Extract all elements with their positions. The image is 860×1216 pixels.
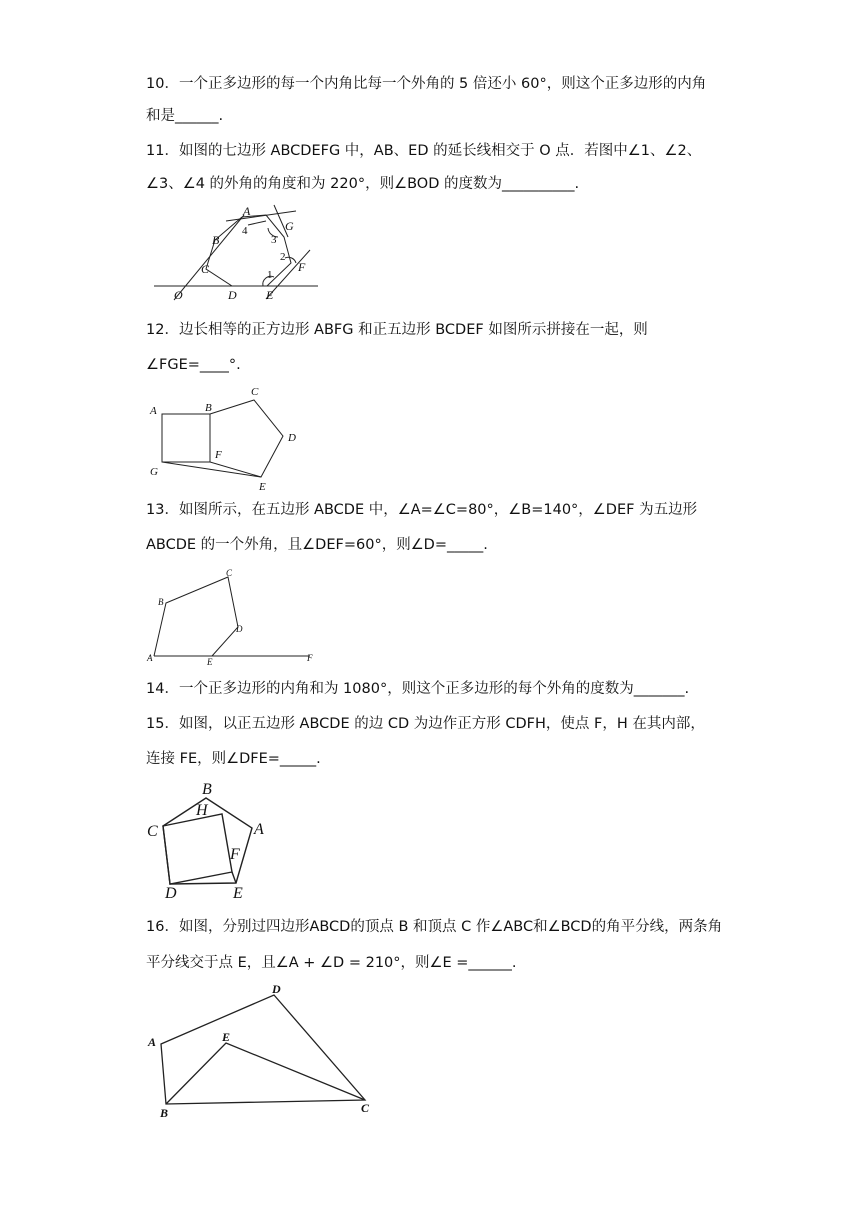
q12-label-b: B [205, 402, 212, 414]
q12-label-g: G [150, 466, 158, 478]
q11-angle-label-4: 4 [242, 225, 248, 237]
q11-label-o: O [174, 288, 183, 302]
q12-label-a: A [150, 405, 157, 417]
q11-line1: 11．如图的七边形 ABCDEFG 中，AB、ED 的延长线相交于 O 点．若图中∠1、∠2、 [146, 143, 702, 159]
q12-label-d: D [288, 432, 296, 444]
q16-line2: 平分线交于点 E，且∠A + ∠D = 210°，则∠E =______. [146, 955, 517, 971]
q11-label-d: D [228, 288, 237, 302]
q15-segment-fe [232, 872, 236, 883]
q13-label-f: F [307, 653, 313, 663]
q11-label-e: E [266, 288, 274, 302]
q11-heptagon [206, 215, 291, 286]
q15-line2: 连接 FE，则∠DFE=_____. [146, 751, 321, 767]
q12-square-pentagon-figure [146, 380, 306, 492]
q15-label-e: E [233, 885, 243, 902]
q12-pentagon [210, 400, 283, 477]
q16-label-a: A [148, 1035, 157, 1049]
q10-line1: 10．一个正多边形的每一个内角比每一个外角的 5 倍还小 60°，则这个正多边形的内角 [146, 76, 707, 92]
q15-line1: 15．如图，以正五边形 ABCDE 的边 CD 为边作正方形 CDFH，使点 F，H 在其内部， [146, 716, 705, 732]
q13-label-b: B [158, 597, 164, 607]
q14-line1: 14．一个正多边形的内角和为 1080°，则这个正多边形的每个外角的度数为_______. [146, 681, 690, 697]
q10-line2: 和是______. [146, 108, 224, 124]
q16-label-c: C [361, 1101, 370, 1115]
q12-square [162, 414, 210, 462]
q12-line2: ∠FGE=____°. [146, 357, 241, 373]
q11-heptagon-figure [150, 203, 322, 303]
q15-label-b: B [202, 781, 212, 798]
q11-line2: ∠3、∠4 的外角的角度和为 220°，则∠BOD 的度数为__________. [146, 176, 580, 192]
q12-label-c: C [251, 386, 259, 398]
q15-square [163, 814, 232, 884]
q16-label-e: E [222, 1030, 231, 1044]
q15-label-c: C [147, 823, 158, 840]
q13-label-a: A [147, 653, 153, 663]
q16-quadrilateral-figure [144, 980, 380, 1120]
q16-label-d: D [272, 982, 281, 996]
q13-pentagon-figure [144, 565, 320, 667]
q13-label-e: E [207, 657, 213, 667]
q15-pentagon-square-figure [144, 776, 274, 902]
q12-segment-ge [162, 462, 261, 477]
q15-label-a: A [254, 821, 264, 838]
q13-line1: 13．如图所示，在五边形 ABCDE 中，∠A=∠C=80°，∠B=140°，∠DEF 为五边形 [146, 502, 698, 518]
q11-label-a: A [243, 204, 251, 218]
q13-pentagon [154, 577, 238, 656]
q12-line1: 12．边长相等的正方边形 ABFG 和正五边形 BCDEF 如图所示拼接在一起，则 [146, 322, 648, 338]
q13-label-d: D [236, 624, 243, 634]
q16-bisectors [166, 1043, 365, 1104]
q11-label-f: F [298, 260, 306, 274]
q11-label-b: B [212, 233, 220, 247]
q15-label-f: F [230, 846, 240, 863]
q13-label-c: C [226, 568, 233, 578]
q11-label-c: C [201, 262, 210, 276]
q12-label-f: F [215, 449, 222, 461]
q15-label-d: D [165, 885, 177, 902]
q11-label-g: G [285, 219, 294, 233]
q12-label-e: E [259, 481, 266, 492]
q11-angle-arc-4 [248, 221, 266, 225]
q16-label-b: B [160, 1106, 169, 1120]
q15-label-h: H [196, 802, 208, 819]
q11-angle-label-1: 1 [267, 269, 273, 281]
q13-line2: ABCDE 的一个外角，且∠DEF=60°，则∠D=_____. [146, 537, 488, 553]
q11-angle-label-3: 3 [271, 234, 277, 246]
q16-line1: 16．如图，分别过四边形ABCD的顶点 B 和顶点 C 作∠ABC和∠BCD的角平分线，两条角 [146, 919, 723, 935]
q11-angle-label-2: 2 [280, 251, 286, 263]
